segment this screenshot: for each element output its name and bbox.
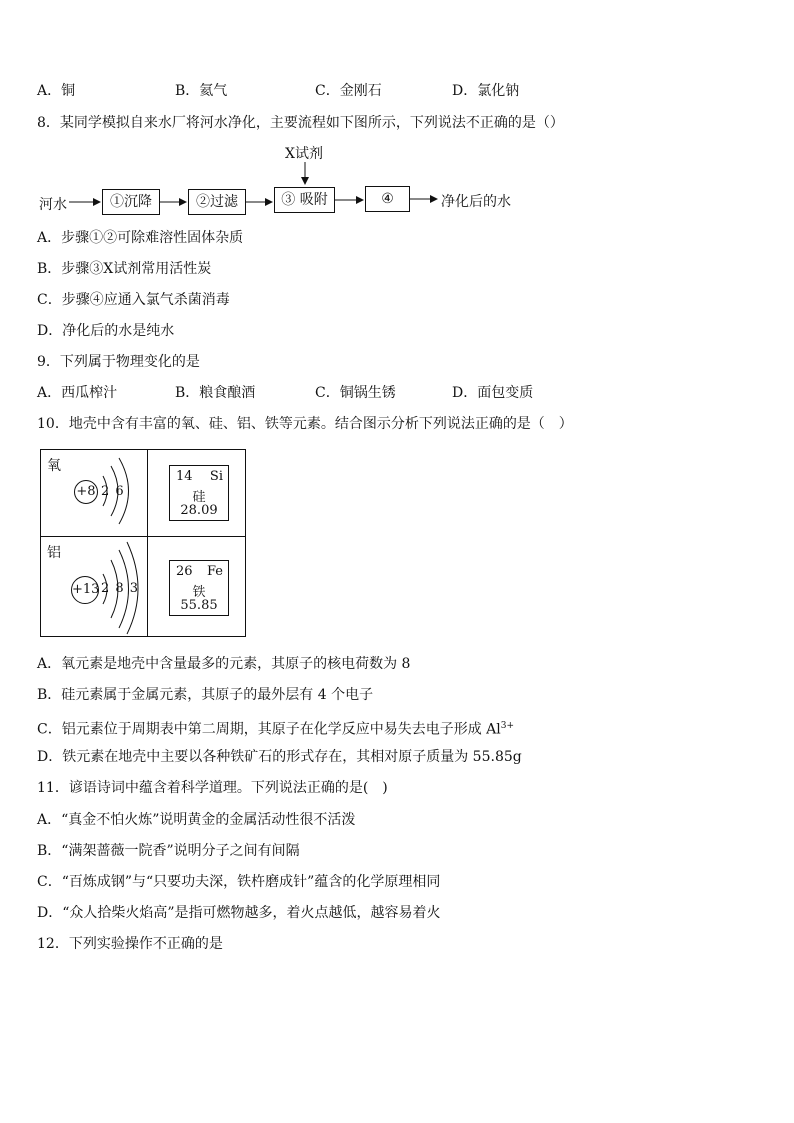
silicon-name: 硅: [192, 490, 206, 505]
q9-option-a: A．西瓜榨汁: [37, 385, 118, 401]
q8-source-label: 河水: [39, 197, 67, 213]
q11-option-d: D．“众人拾柴火焰高”是指可燃物越多，着火点越低，越容易着火: [37, 905, 441, 921]
q11-stem: 11．谚语诗词中蕴含着科学道理。下列说法正确的是( ): [37, 780, 388, 796]
q7-option-b: B．氦气: [175, 83, 228, 99]
aluminium-shells: 2 8 3: [101, 581, 140, 596]
q7-option-a: A．铜: [37, 83, 76, 99]
silicon-atomic-mass: 28.09: [180, 503, 218, 518]
q12-stem: 12．下列实验操作不正确的是: [37, 936, 223, 952]
q7-option-d: D．氯化钠: [452, 83, 520, 99]
q9-option-c: C．铜锅生锈: [315, 385, 396, 401]
q8-option-a: A．步骤①②可除难溶性固体杂质: [37, 230, 244, 246]
q8-step-4: ④: [365, 186, 410, 212]
q8-option-d: D．净化后的水是纯水: [37, 323, 175, 339]
q10-option-d: D．铁元素在地壳中主要以各种铁矿石的形式存在，其相对原子质量为 55.85g: [37, 749, 522, 765]
aluminium-label: 铝: [47, 545, 61, 561]
iron-symbol: Fe: [206, 564, 223, 579]
q10-option-a: A．氧元素是地壳中含量最多的元素，其原子的核电荷数为 8: [37, 656, 411, 672]
aluminium-shell-arcs: [41, 536, 147, 636]
q8-step-3: ③ 吸附: [274, 187, 335, 213]
silicon-atomic-number: 14: [176, 469, 193, 484]
q9-option-b: B．粮食酿酒: [175, 385, 256, 401]
oxygen-shells: 2 6: [101, 484, 125, 499]
aluminium-nucleus: +13: [71, 576, 99, 604]
q10-element-figure: [40, 449, 246, 637]
q8-option-c: C．步骤④应通入氯气杀菌消毒: [37, 292, 230, 308]
q10-option-c-charge: 3+: [500, 721, 515, 731]
oxygen-shell-arcs: [41, 450, 147, 536]
q8-step-2: ②过滤: [188, 189, 246, 215]
q7-option-c: C．金刚石: [315, 83, 382, 99]
q9-option-d: D．面包变质: [452, 385, 534, 401]
oxygen-nucleus: +8: [74, 480, 98, 504]
q11-option-c: C．“百炼成钢”与“只要功夫深，铁杵磨成针”蕴含的化学原理相同: [37, 874, 441, 890]
iron-name: 铁: [192, 585, 206, 600]
q11-option-b: B．“满架蔷薇一院香”说明分子之间有间隔: [37, 843, 300, 859]
q8-stem: 8．某同学模拟自来水厂将河水净化，主要流程如下图所示，下列说法不正确的是（）: [37, 115, 564, 131]
q8-output-label: 净化后的水: [441, 194, 511, 210]
silicon-element-tile: [169, 465, 229, 521]
q9-stem: 9．下列属于物理变化的是: [37, 354, 200, 370]
q8-step-1: ①沉降: [102, 189, 160, 215]
iron-element-tile: [169, 560, 229, 616]
iron-atomic-number: 26: [176, 564, 193, 579]
q10-option-c: [37, 717, 514, 739]
q10-option-b: B．硅元素属于金属元素，其原子的最外层有 4 个电子: [37, 687, 374, 703]
oxygen-label: 氧: [47, 458, 61, 474]
q8-reagent-label: X试剂: [285, 146, 323, 162]
q11-option-a: A．“真金不怕火炼”说明黄金的金属活动性很不活泼: [37, 812, 356, 828]
figure-divider-vertical: [147, 450, 148, 636]
q10-option-c-text: C．铝元素位于周期表中第二周期，其原子在化学反应中易失去电子形成 Al: [37, 721, 501, 738]
iron-atomic-mass: 55.85: [180, 598, 218, 613]
silicon-symbol: Si: [209, 469, 223, 484]
q8-option-b: B．步骤③X试剂常用活性炭: [37, 261, 212, 277]
q10-stem: 10．地壳中含有丰富的氧、硅、铝、铁等元素。结合图示分析下列说法正确的是（ ）: [37, 416, 573, 432]
